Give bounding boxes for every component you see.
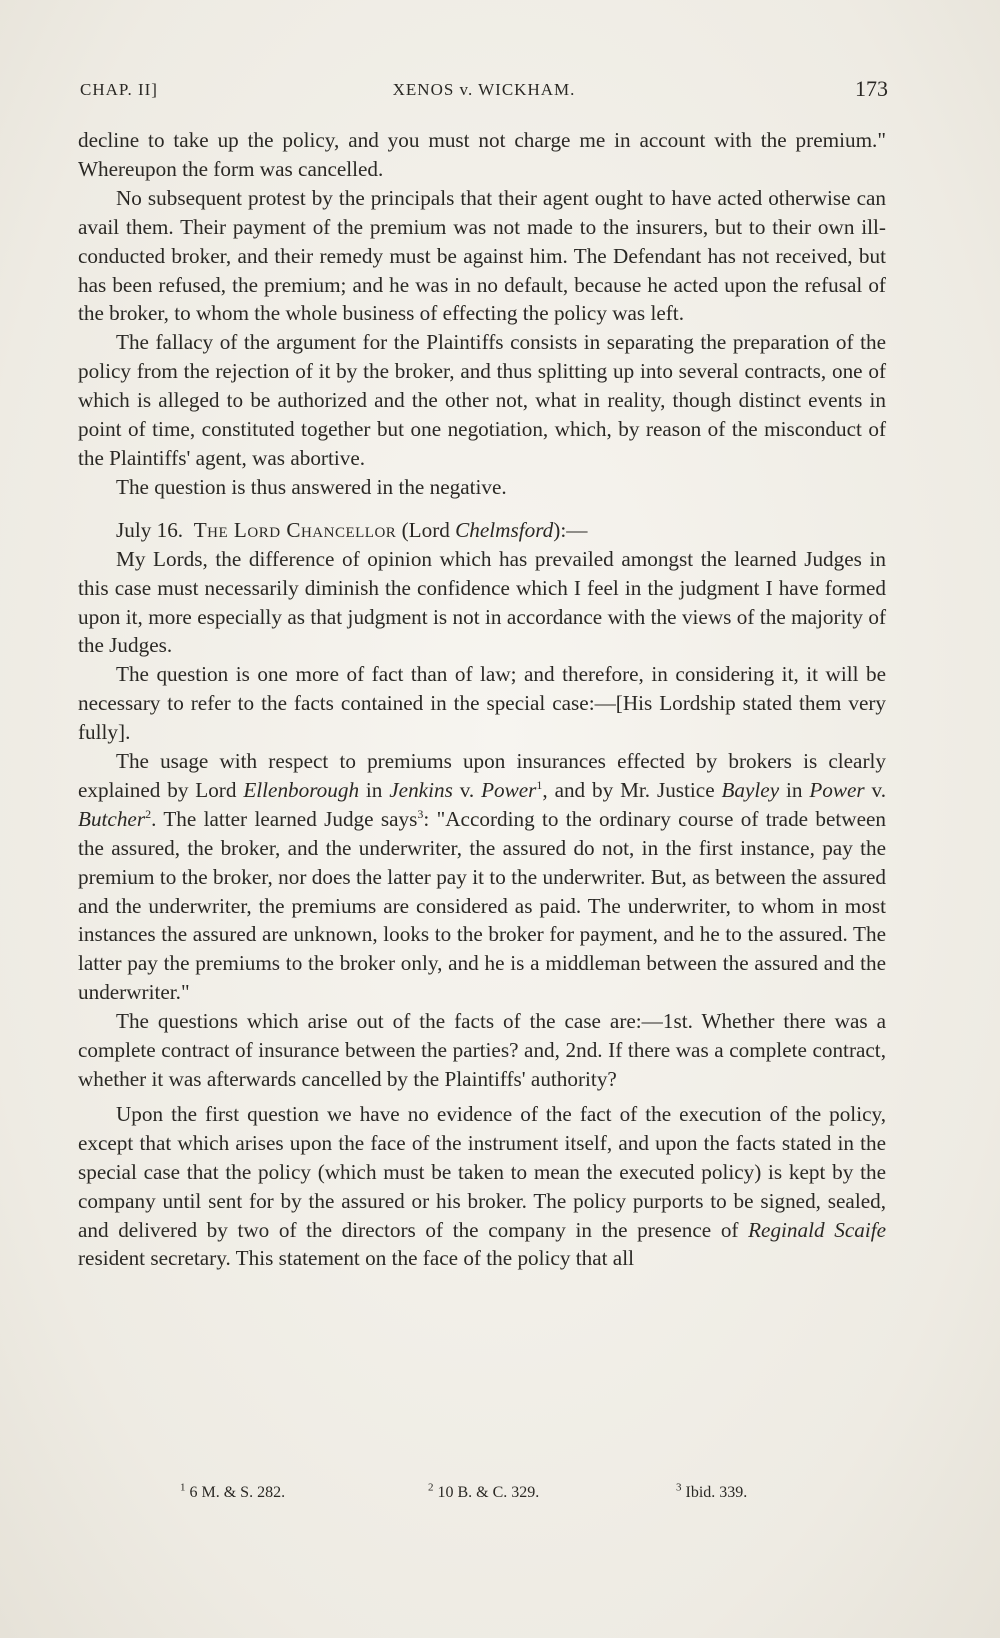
speaker-name: Chelmsford xyxy=(455,517,554,542)
footnote-text: 6 M. & S. 282. xyxy=(185,1484,286,1501)
text-run: : "According to the ordinary course of trade between the assured, the broker, and the underwriter, the assured do not, in the first instance, pay the premium to the broker, nor does the latter pay it to the underwriter. But, as between the assured and the underwriter, the premiums are considered as paid. The underwriter, to whom in most instances the assured are unknown, looks to the broker for payment, and he to the assured. The latter pay the premiums to the broker only, and he is a middleman between the assured and the underwriter." xyxy=(78,806,886,1005)
text-run: in xyxy=(779,777,810,802)
running-header xyxy=(80,76,888,110)
text-run: in xyxy=(359,777,390,802)
footnote-1 xyxy=(180,1481,286,1502)
text-run: v. xyxy=(864,777,887,802)
paragraph-1: decline to take up the policy, and you must not charge me in account with the premium." Whereupon the form was cancelled. xyxy=(78,128,886,181)
footnote-ref: 2 xyxy=(145,806,152,821)
text-run: resident secretary. This statement on the face of the policy that all xyxy=(78,1246,634,1271)
paragraph-10 xyxy=(78,1100,886,1273)
case-name: Butcher xyxy=(78,806,146,831)
footnote-mark: 1 xyxy=(180,1481,186,1494)
case-name: Power xyxy=(481,777,537,802)
date: July 16. xyxy=(116,517,184,542)
paragraph-6: My Lords, the difference of opinion which has prevailed amongst the learned Judges in this case must necessarily diminish the confidence which I feel in the judgment I have formed upon it, more especially as that judgment is not in accordance with the views of the majority of the Judges. xyxy=(78,546,886,658)
footnote-3 xyxy=(676,1481,748,1502)
running-title: XENOS v. WICKHAM. xyxy=(392,80,576,99)
text-run: , and by Mr. Justice xyxy=(542,777,722,802)
paragraph-3: The fallacy of the argument for the Plaintiffs consists in separating the preparation of the policy from the rejection of it by the broker, and thus splitting up into several contracts, one of which is alleged to be authorized and the other not, what in reality, though distinct events in point of time, constituted together but one negotiation, which, by reason of the misconduct of the Plaintiffs' agent, was abortive. xyxy=(78,330,886,470)
footnote-ref: 3 xyxy=(417,806,424,821)
footnotes xyxy=(80,1481,888,1512)
main-text xyxy=(78,126,886,1273)
footnote-text: Ibid. 339. xyxy=(681,1484,748,1501)
text-run: The usage with respect to premiums upon insurances effected by brokers is clearly explained by Lord xyxy=(78,749,886,802)
paragraph-5-speaker-line xyxy=(78,516,886,545)
footnote-mark: 3 xyxy=(676,1481,682,1494)
text-run: v. xyxy=(452,777,482,802)
case-name: Jenkins xyxy=(389,777,453,802)
text-run: . The latter learned Judge says xyxy=(151,806,418,831)
speaker-title: The Lord Chancellor xyxy=(193,517,397,542)
footnote-text: 10 B. & C. 329. xyxy=(433,1484,540,1501)
text-run: Upon the first question we have no evidence of the fact of the execution of the policy, except that which arises upon the face of the instrument itself, and upon the facts stated in the special case that the policy (which must be taken to mean the executed policy) is kept by the company until sent for by the assured or his broker. The policy purports to be signed, sealed, and delivered by two of the directors of the company in the presence of xyxy=(78,1101,886,1242)
case-name: Ellenborough xyxy=(243,777,360,802)
paragraph-8 xyxy=(78,747,886,1007)
footnote-2 xyxy=(428,1481,540,1502)
chapter-label: CHAP. II] xyxy=(80,80,158,99)
paragraph-2: No subsequent protest by the principals that their agent ought to have acted otherwise can avail them. Their payment of the premium was not made to the insurers, but to their own ill-conducted broker, and their remedy must be against him. The Defendant has not received, but has been refused, the premium; and he was in no default, because he acted upon the refusal of the broker, to whom the whole business of effecting the policy was left. xyxy=(78,185,886,326)
page-number: 173 xyxy=(855,76,888,101)
paragraph-9: The questions which arise out of the facts of the case are:—1st. Whether there was a complete contract of insurance between the parties? and, 2nd. If there was a complete contract, whether it was afterwards cancelled by the Plaintiffs' authority? xyxy=(78,1009,886,1091)
paren-close: ):— xyxy=(553,517,588,542)
footnote-mark: 2 xyxy=(428,1481,434,1494)
footnote-ref: 1 xyxy=(536,777,543,792)
paragraph-4: The question is thus answered in the negative. xyxy=(116,474,507,499)
paren-open: (Lord xyxy=(396,517,456,542)
case-name: Power xyxy=(809,777,865,802)
paragraph-7: The question is one more of fact than of law; and therefore, in considering it, it will be necessary to refer to the facts contained in the special case:—[His Lordship stated them very fully]. xyxy=(78,662,886,745)
case-name: Bayley xyxy=(721,777,780,802)
person-name: Reginald Scaife xyxy=(748,1217,886,1242)
